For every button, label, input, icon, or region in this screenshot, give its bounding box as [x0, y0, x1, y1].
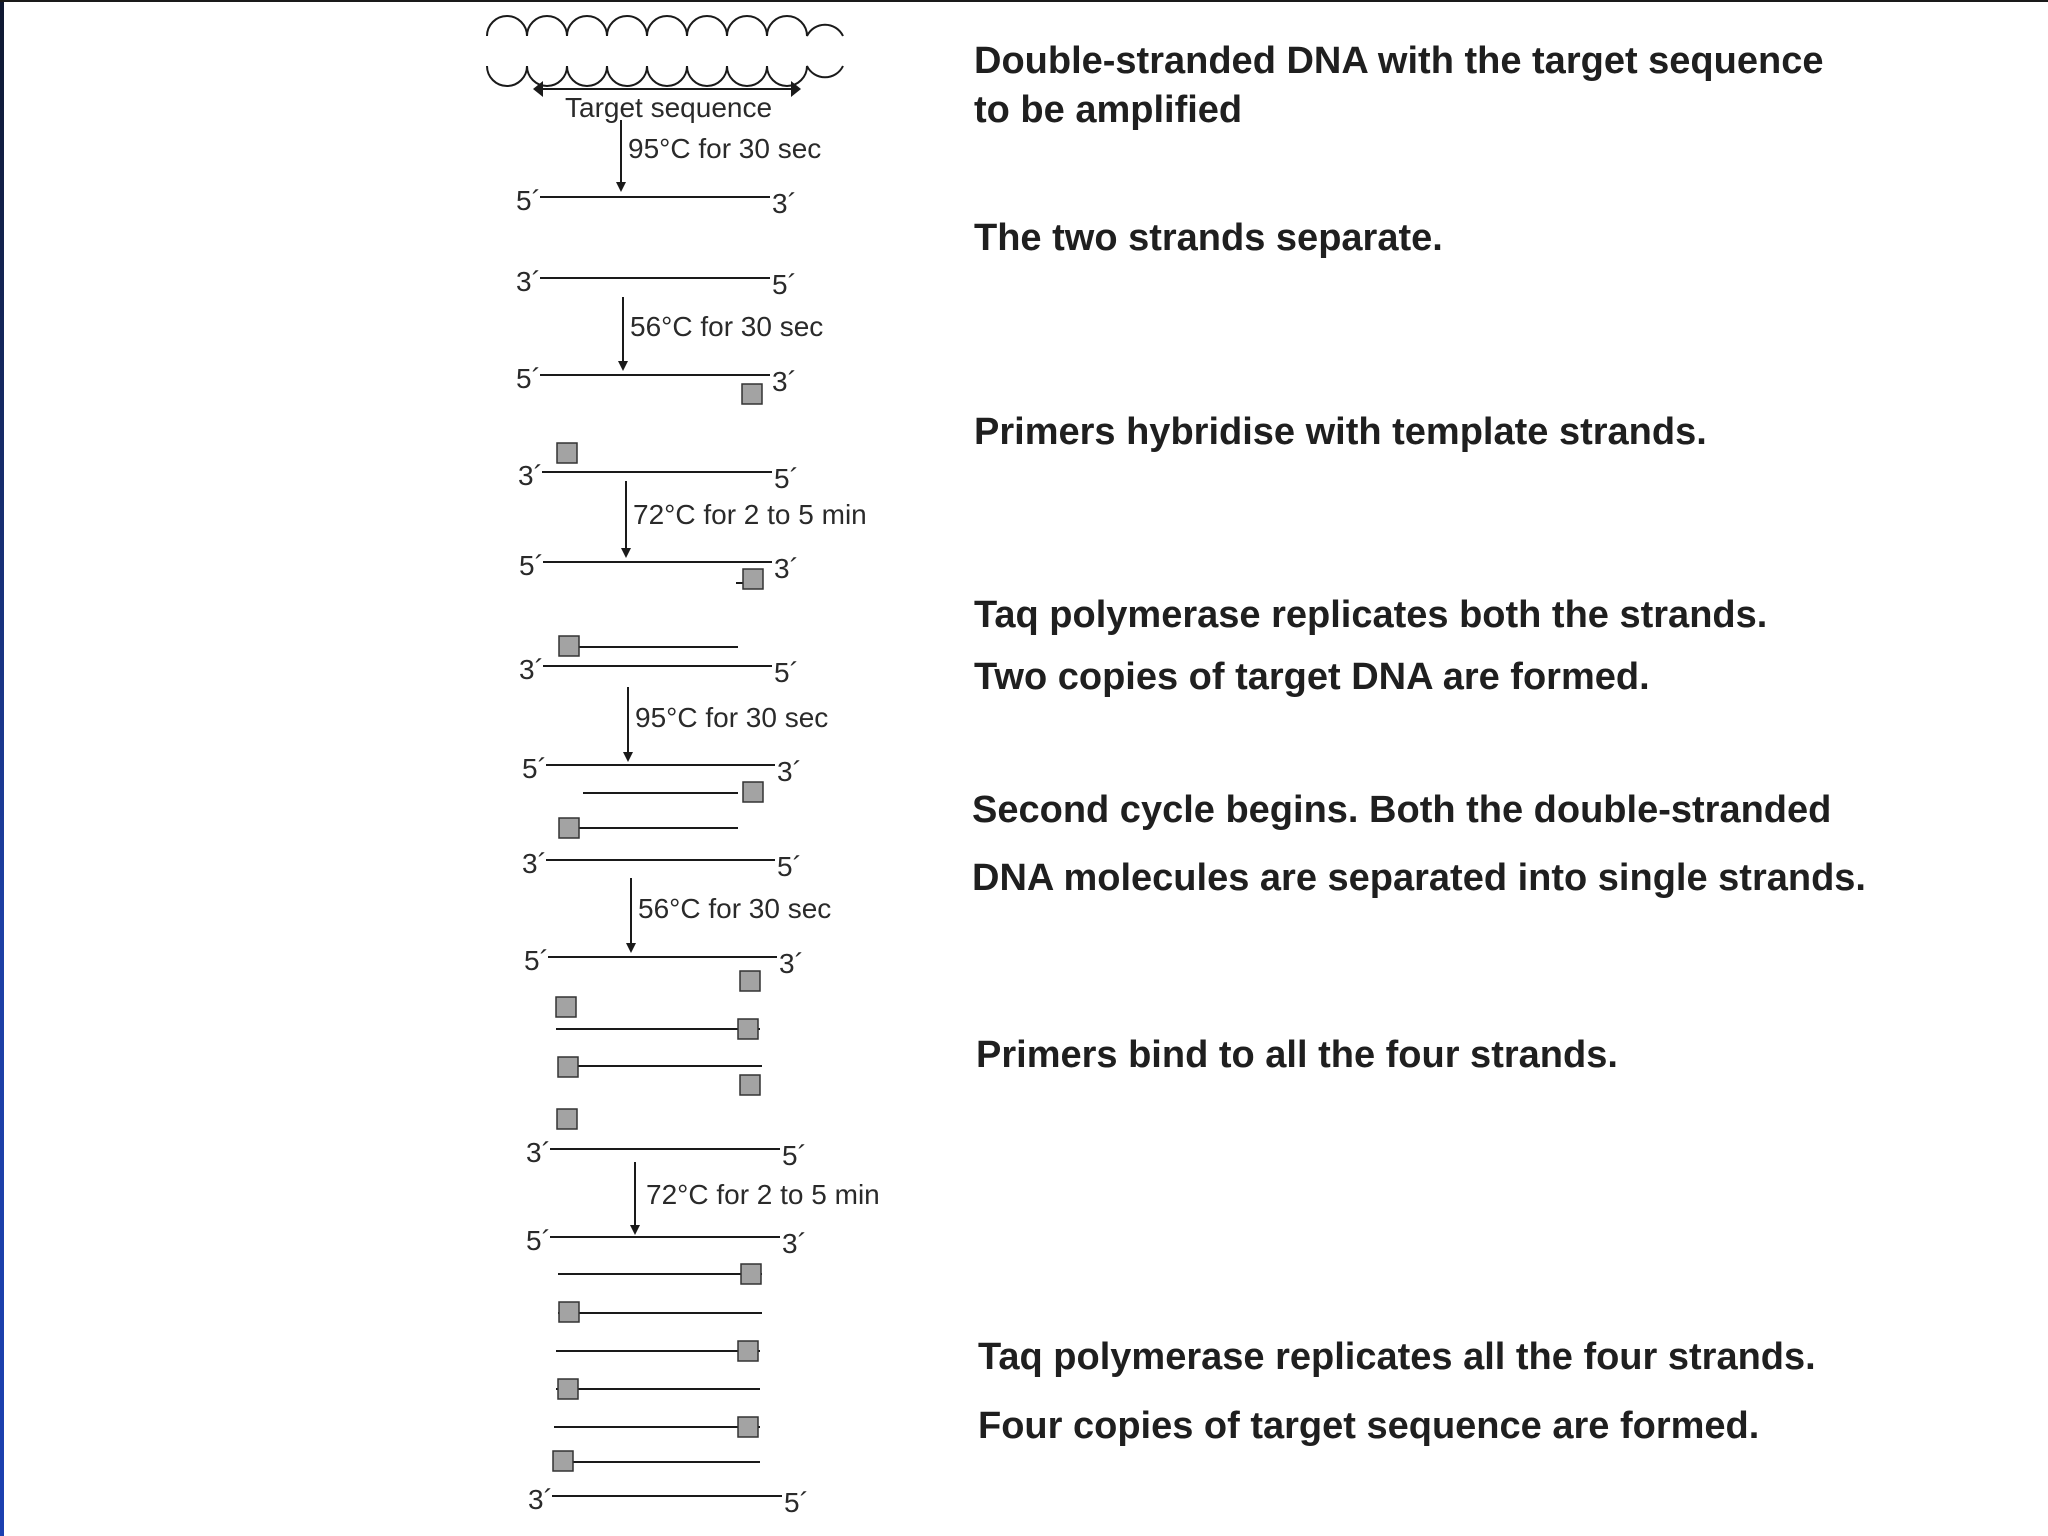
strand-end-label: 3´: [772, 366, 797, 397]
primer-box: [556, 997, 576, 1017]
step-description-4-line-1: Taq polymerase replicates both the strands.: [974, 594, 1768, 636]
step-label-5: 56°C for 30 sec: [638, 893, 832, 924]
step-description-4-line-2: Two copies of target DNA are formed.: [974, 656, 1650, 698]
strand-end-label: 3´: [774, 553, 799, 584]
step-label-3: 72°C for 2 to 5 min: [633, 499, 867, 530]
strand-end-label: 3´: [519, 654, 544, 685]
step-description-2-line-1: The two strands separate.: [974, 217, 1443, 259]
step-description-5-line-2: DNA molecules are separated into single strands.: [972, 857, 1866, 899]
strand-end-label: 5´: [526, 1225, 551, 1256]
primer-box: [738, 1341, 758, 1361]
strand-end-label: 3´: [526, 1137, 551, 1168]
strand-end-label: 5´: [774, 463, 799, 494]
primer-box: [559, 818, 579, 838]
primer-box: [740, 971, 760, 991]
dna-helix-icon: [487, 16, 843, 86]
step-label-4: 95°C for 30 sec: [635, 702, 829, 733]
step-label-6: 72°C for 2 to 5 min: [646, 1179, 880, 1210]
strand-end-label: 5´: [777, 851, 802, 882]
strand-end-label: 5´: [784, 1487, 809, 1518]
strand-end-label: 3´: [772, 188, 797, 219]
step-description-6-line-1: Primers bind to all the four strands.: [976, 1034, 1618, 1076]
primer-box: [741, 1264, 761, 1284]
primer-box: [558, 1057, 578, 1077]
primer-box: [742, 384, 762, 404]
strand-end-label: 3´: [782, 1228, 807, 1259]
strand-end-label: 3´: [516, 266, 541, 297]
primer-box: [558, 1379, 578, 1399]
strand-end-label: 5´: [516, 363, 541, 394]
primer-box: [559, 636, 579, 656]
primer-box: [738, 1417, 758, 1437]
primer-box: [553, 1451, 573, 1471]
step-description-1-line-1: Double-stranded DNA with the target sequence: [974, 40, 1824, 82]
strand-end-label: 5´: [522, 753, 547, 784]
primer-box: [557, 443, 577, 463]
step-description-7-line-2: Four copies of target sequence are formed.: [978, 1405, 1760, 1447]
dna-strands: [516, 185, 809, 1518]
primer-box: [740, 1075, 760, 1095]
primer-box: [743, 782, 763, 802]
primer-box: [743, 569, 763, 589]
strand-end-label: 5´: [516, 185, 541, 216]
strand-end-label: 5´: [774, 657, 799, 688]
step-label-2: 56°C for 30 sec: [630, 311, 824, 342]
strand-end-label: 3´: [779, 948, 804, 979]
strand-end-label: 3´: [777, 756, 802, 787]
step-description-1-line-2: to be amplified: [974, 89, 1243, 131]
step-label-1: 95°C for 30 sec: [628, 133, 822, 164]
strand-end-label: 5´: [782, 1140, 807, 1171]
primer-box: [738, 1019, 758, 1039]
strand-end-label: 3´: [518, 460, 543, 491]
target-sequence-label: Target sequence: [565, 92, 773, 123]
step-description-3-line-1: Primers hybridise with template strands.: [974, 411, 1707, 453]
step-description-5-line-1: Second cycle begins. Both the double-stranded: [972, 789, 1832, 831]
strand-end-label: 5´: [519, 550, 544, 581]
primer-box: [557, 1109, 577, 1129]
strand-end-label: 5´: [772, 269, 797, 300]
strand-end-label: 3´: [522, 848, 547, 879]
primer-box: [559, 1302, 579, 1322]
step-description-7-line-1: Taq polymerase replicates all the four strands.: [978, 1336, 1816, 1378]
strand-end-label: 5´: [524, 945, 549, 976]
strand-end-label: 3´: [528, 1484, 553, 1515]
